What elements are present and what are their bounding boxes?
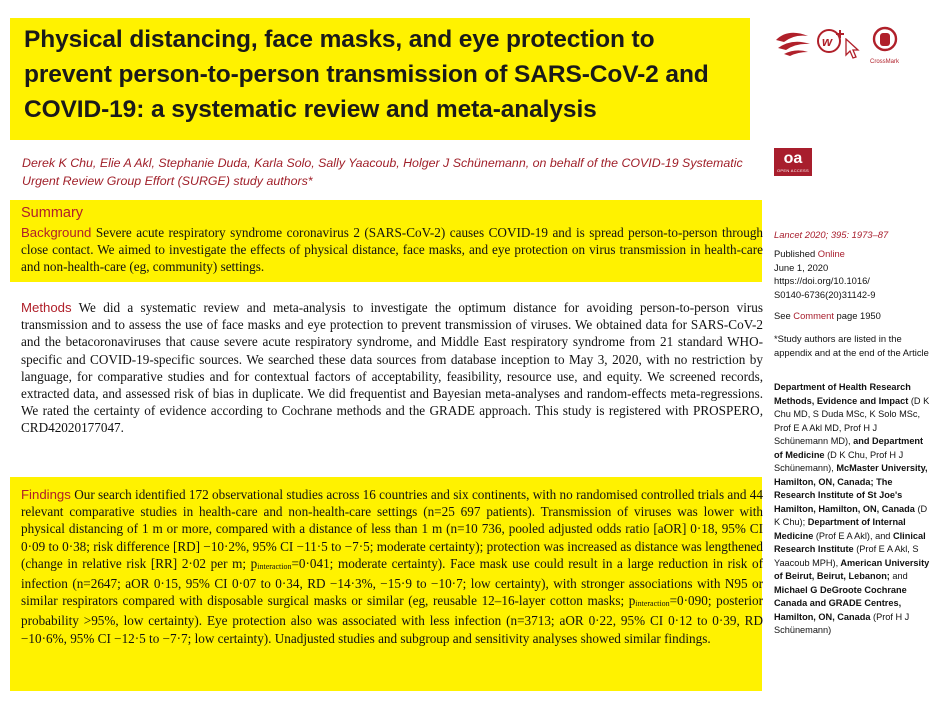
findings-subscript-2: interaction	[635, 599, 670, 609]
published-date: June 1, 2020	[774, 261, 829, 273]
background-label: Background	[21, 225, 92, 240]
methods-paragraph	[21, 299, 763, 437]
findings-text-1: Our search identified 172 observational studies across 16 countries and six continents, with no randomised controlled trials and 44 relevant comparative studies in health-care and non-health-care settings (n=25 697 patients). Transmission of viruses was lower with physical distancing of 1 m or more, compared with a distance of less than 1 m (n=10 736, pooled adjusted odds ratio [aOR] 0·18, 95% CI 0·09 to 0·38; risk difference [RD] −10·2%, 95% CI −11·5 to −7·5; moderate certainty); protection was increased as distance was lengthened (change in relative risk [RR] 2·02 per m; p	[21, 487, 763, 571]
comment-page: page 1950	[836, 310, 881, 321]
article-title: Physical distancing, face masks, and eye protection to prevent person-to-person transmission of SARS-CoV-2 and COVID-19: a systematic review and meta-analysis	[24, 26, 709, 123]
doi-line-2[interactable]: S0140-6736(20)31142-9	[774, 288, 876, 300]
sidebar	[774, 0, 930, 703]
open-access-badge	[774, 148, 812, 176]
background-text: Severe acute respiratory syndrome coronavirus 2 (SARS-CoV-2) causes COVID-19 and is spread person-to-person through close contact. We aimed to investigate the effects of physical distance, face masks, and eye protection on virus transmission in health-care and non-health-care (eg, community) settings.	[21, 225, 764, 275]
affil-0-bold: Department of Health Research Methods, Evidence and Impact	[774, 382, 911, 406]
affil-6-bold: American University of Beirut, Beirut, Lebanon;	[774, 557, 930, 581]
affil-7-normal: (Prof H J Schünemann)	[774, 611, 910, 635]
findings-subscript-1: interaction	[257, 561, 292, 571]
affil-4-bold: Department of Internal Medicine	[774, 517, 906, 541]
affil-3-normal: (D K Chu);	[774, 503, 928, 527]
affil-0-normal: (D K Chu MD, S Duda MSc, K Solo MSc, Prof E A Akl MD, Prof H J Schünemann MD),	[774, 395, 930, 446]
published-online: Online	[817, 248, 845, 259]
findings-text-3: =0·090; posterior probability >95%, low certainty). Eye protection also was associated with less infection (n=3713; aOR 0·22, 95% CI 0·12 to 0·39, RD −10·6%, 95% CI −12·5 to −7·7; low certainty). Unadjusted studies and subgroup and sensitivity analyses showed similar findings.	[21, 593, 763, 646]
crossmark-label: CrossMark	[870, 59, 900, 65]
methods-label: Methods	[21, 300, 72, 315]
findings-paragraph	[21, 486, 763, 647]
see-comment	[774, 309, 930, 323]
affil-5-normal: (Prof E A Akl, S Yaacoub MPH),	[774, 544, 919, 568]
published-label: Published	[774, 248, 816, 259]
comment-link[interactable]: Comment	[793, 310, 834, 321]
findings-text-2: =0·041; moderate certainty). Face mask use could result in a large reduction in risk of infection (n=2647; aOR 0·15, 95% CI 0·07 to 0·34, RD −14·3%, −15·9 to −10·7; low certainty), with stronger associations with N95 or similar respirators compared with disposable surgical masks or similar (eg, reusable 12–16-layer cotton masks; p	[21, 555, 763, 609]
citation: Lancet 2020; 395: 1973–87	[774, 229, 889, 240]
doi-line-1[interactable]: https://doi.org/10.1016/	[774, 275, 870, 287]
methods-text: We did a systematic review and meta-analysis to investigate the optimum distance for avoiding person-to-person virus transmission and to assess the use of face masks and eye protection to prevent transmission of viruses. We obtained data for SARS-CoV-2 and the betacoronaviruses that cause severe acute respiratory syndrome, and Middle East respiratory syndrome from 21 standard WHO-specific and COVID-19-specific sources. We searched these data sources from database inception to May 3, 2020, with no restriction by language, for comparative studies and for contextual factors of acceptability, feasibility, resource use, and equity. We screened records, extracted data, and assessed risk of bias in duplicate. We did frequentist and Bayesian meta-analyses and random-effects meta-regressions. We rated the certainty of evidence according to Cochrane methods and the GRADE approach. This study is registered with PROSPERO, CRD42020177047.	[21, 300, 763, 436]
affil-5-bold: Clinical Research Institute	[774, 530, 926, 554]
cursor-icon	[844, 38, 860, 60]
study-note: *Study authors are listed in the appendix and at the end of the Article	[774, 333, 929, 358]
svg-text:w: w	[822, 34, 833, 49]
affiliations	[774, 381, 930, 638]
affil-7-bold: Michael G DeGroote Cochrane Canada and GRADE Centres, Hamilton, ON, Canada	[774, 584, 907, 622]
publisher-logos	[774, 26, 930, 66]
affil-2-bold: McMaster University, Hamilton, ON, Canada;	[774, 463, 928, 487]
crossmark-icon[interactable]	[870, 26, 900, 56]
author-list: Derek K Chu, Elie A Akl, Stephanie Duda, Karla Solo, Sally Yaacoub, Holger J Schünemann, on behalf of the COVID-19 Systematic Urgent Review Group Effort (SURGE) study authors*	[22, 156, 743, 188]
affil-3-bold: The Research Institute of St Joe's Hamilton, Hamilton, ON, Canada	[774, 476, 915, 514]
affil-6-normal: and	[889, 571, 908, 581]
affil-1-normal: (D K Chu, Prof H J Schünemann),	[774, 449, 904, 473]
summary-heading: Summary	[21, 205, 84, 221]
publication-info	[774, 247, 930, 301]
oa-badge-text: oa	[783, 150, 803, 167]
affil-1-bold: and Department of Medicine	[774, 436, 924, 460]
oa-badge-subtitle: OPEN ACCESS	[777, 168, 809, 173]
background-paragraph	[21, 224, 763, 276]
findings-label: Findings	[21, 487, 71, 502]
w-plus-icon[interactable]	[816, 26, 846, 56]
affil-4-normal: (Prof E A Akl), and	[813, 530, 891, 541]
see-label: See	[774, 310, 791, 321]
